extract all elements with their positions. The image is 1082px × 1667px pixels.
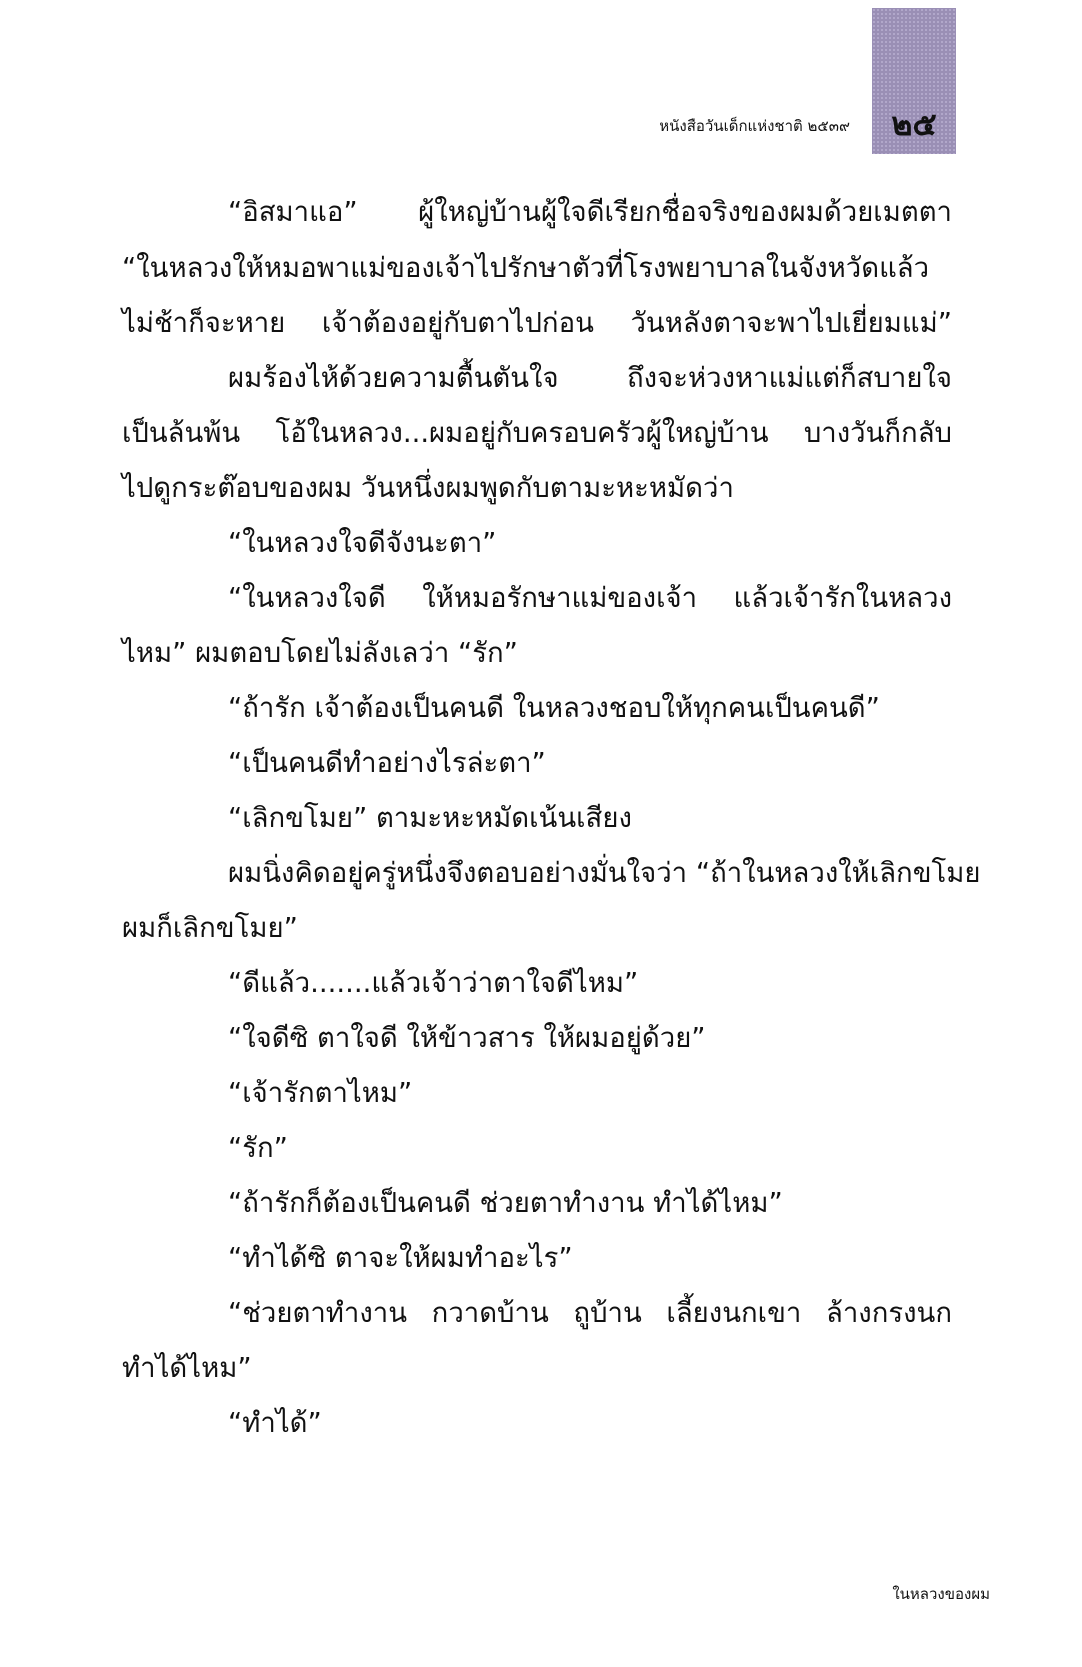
text-line: ไหม” ผมตอบโดยไม่ลังเลว่า “รัก” [122,637,518,669]
text-line: ทำได้ไหม” [122,1352,252,1384]
text-line: “อิสมาแอ” ผู้ใหญ่บ้านผู้ใจดีเรียกชื่อจริงของผมด้วยเมตตา [228,196,952,228]
text-line: “ถ้ารัก เจ้าต้องเป็นคนดี ในหลวงชอบให้ทุกคนเป็นคนดี” [228,692,880,724]
page-number: ๒๕ [891,105,937,143]
text-line: “ในหลวงใจดี ให้หมอรักษาแม่ของเจ้า แล้วเจ้ารักในหลวง [228,582,952,614]
text-line: “เลิกขโมย” ตามะหะหมัดเน้นเสียง [228,802,632,834]
text-line: “ในหลวงใจดีจังนะตา” [228,527,497,559]
text-line: “เป็นคนดีทำอย่างไรล่ะตา” [228,747,546,779]
text-line: “ดีแล้ว.......แล้วเจ้าว่าตาใจดีไหม” [228,967,639,999]
text-line: “ใจดีซิ ตาใจดี ให้ข้าวสาร ให้ผมอยู่ด้วย” [228,1022,706,1054]
text-line: ผมร้องไห้ด้วยความตื้นตันใจ ถึงจะห่วงหาแม่แต่ก็สบายใจ [228,362,952,394]
text-line: “ถ้ารักก็ต้องเป็นคนดี ช่วยตาทำงาน ทำได้ไหม” [228,1187,783,1219]
text-line: เป็นล้นพ้น โอ้ในหลวง...ผมอยู่กับครอบครัวผู้ใหญ่บ้าน บางวันก็กลับ [122,417,952,449]
running-header: หนังสือวันเด็กแห่งชาติ ๒๕๓๙ [659,117,850,135]
text-line: ไม่ช้าก็จะหาย เจ้าต้องอยู่กับตาไปก่อน วันหลังตาจะพาไปเยี่ยมแม่” [122,307,952,339]
running-footer: ในหลวงของผม [892,1585,990,1603]
text-line: ผมนิ่งคิดอยู่ครู่หนึ่งจึงตอบอย่างมั่นใจว่า “ถ้าในหลวงให้เลิกขโมย [228,857,981,889]
text-line: “ทำได้” [228,1407,322,1439]
text-line: “ช่วยตาทำงาน กวาดบ้าน ถูบ้าน เลี้ยงนกเขา ล้างกรงนก [228,1297,952,1329]
text-line: ไปดูกระต๊อบของผม วันหนึ่งผมพูดกับตามะหะหมัดว่า [122,472,734,504]
text-line: “ทำได้ซิ ตาจะให้ผมทำอะไร” [228,1242,573,1274]
text-line: “ในหลวงให้หมอพาแม่ของเจ้าไปรักษาตัวที่โรงพยาบาลในจังหวัดแล้ว [122,252,930,284]
text-line: ผมก็เลิกขโมย” [122,912,298,944]
text-line: “รัก” [228,1132,288,1164]
text-line: “เจ้ารักตาไหม” [228,1077,413,1109]
